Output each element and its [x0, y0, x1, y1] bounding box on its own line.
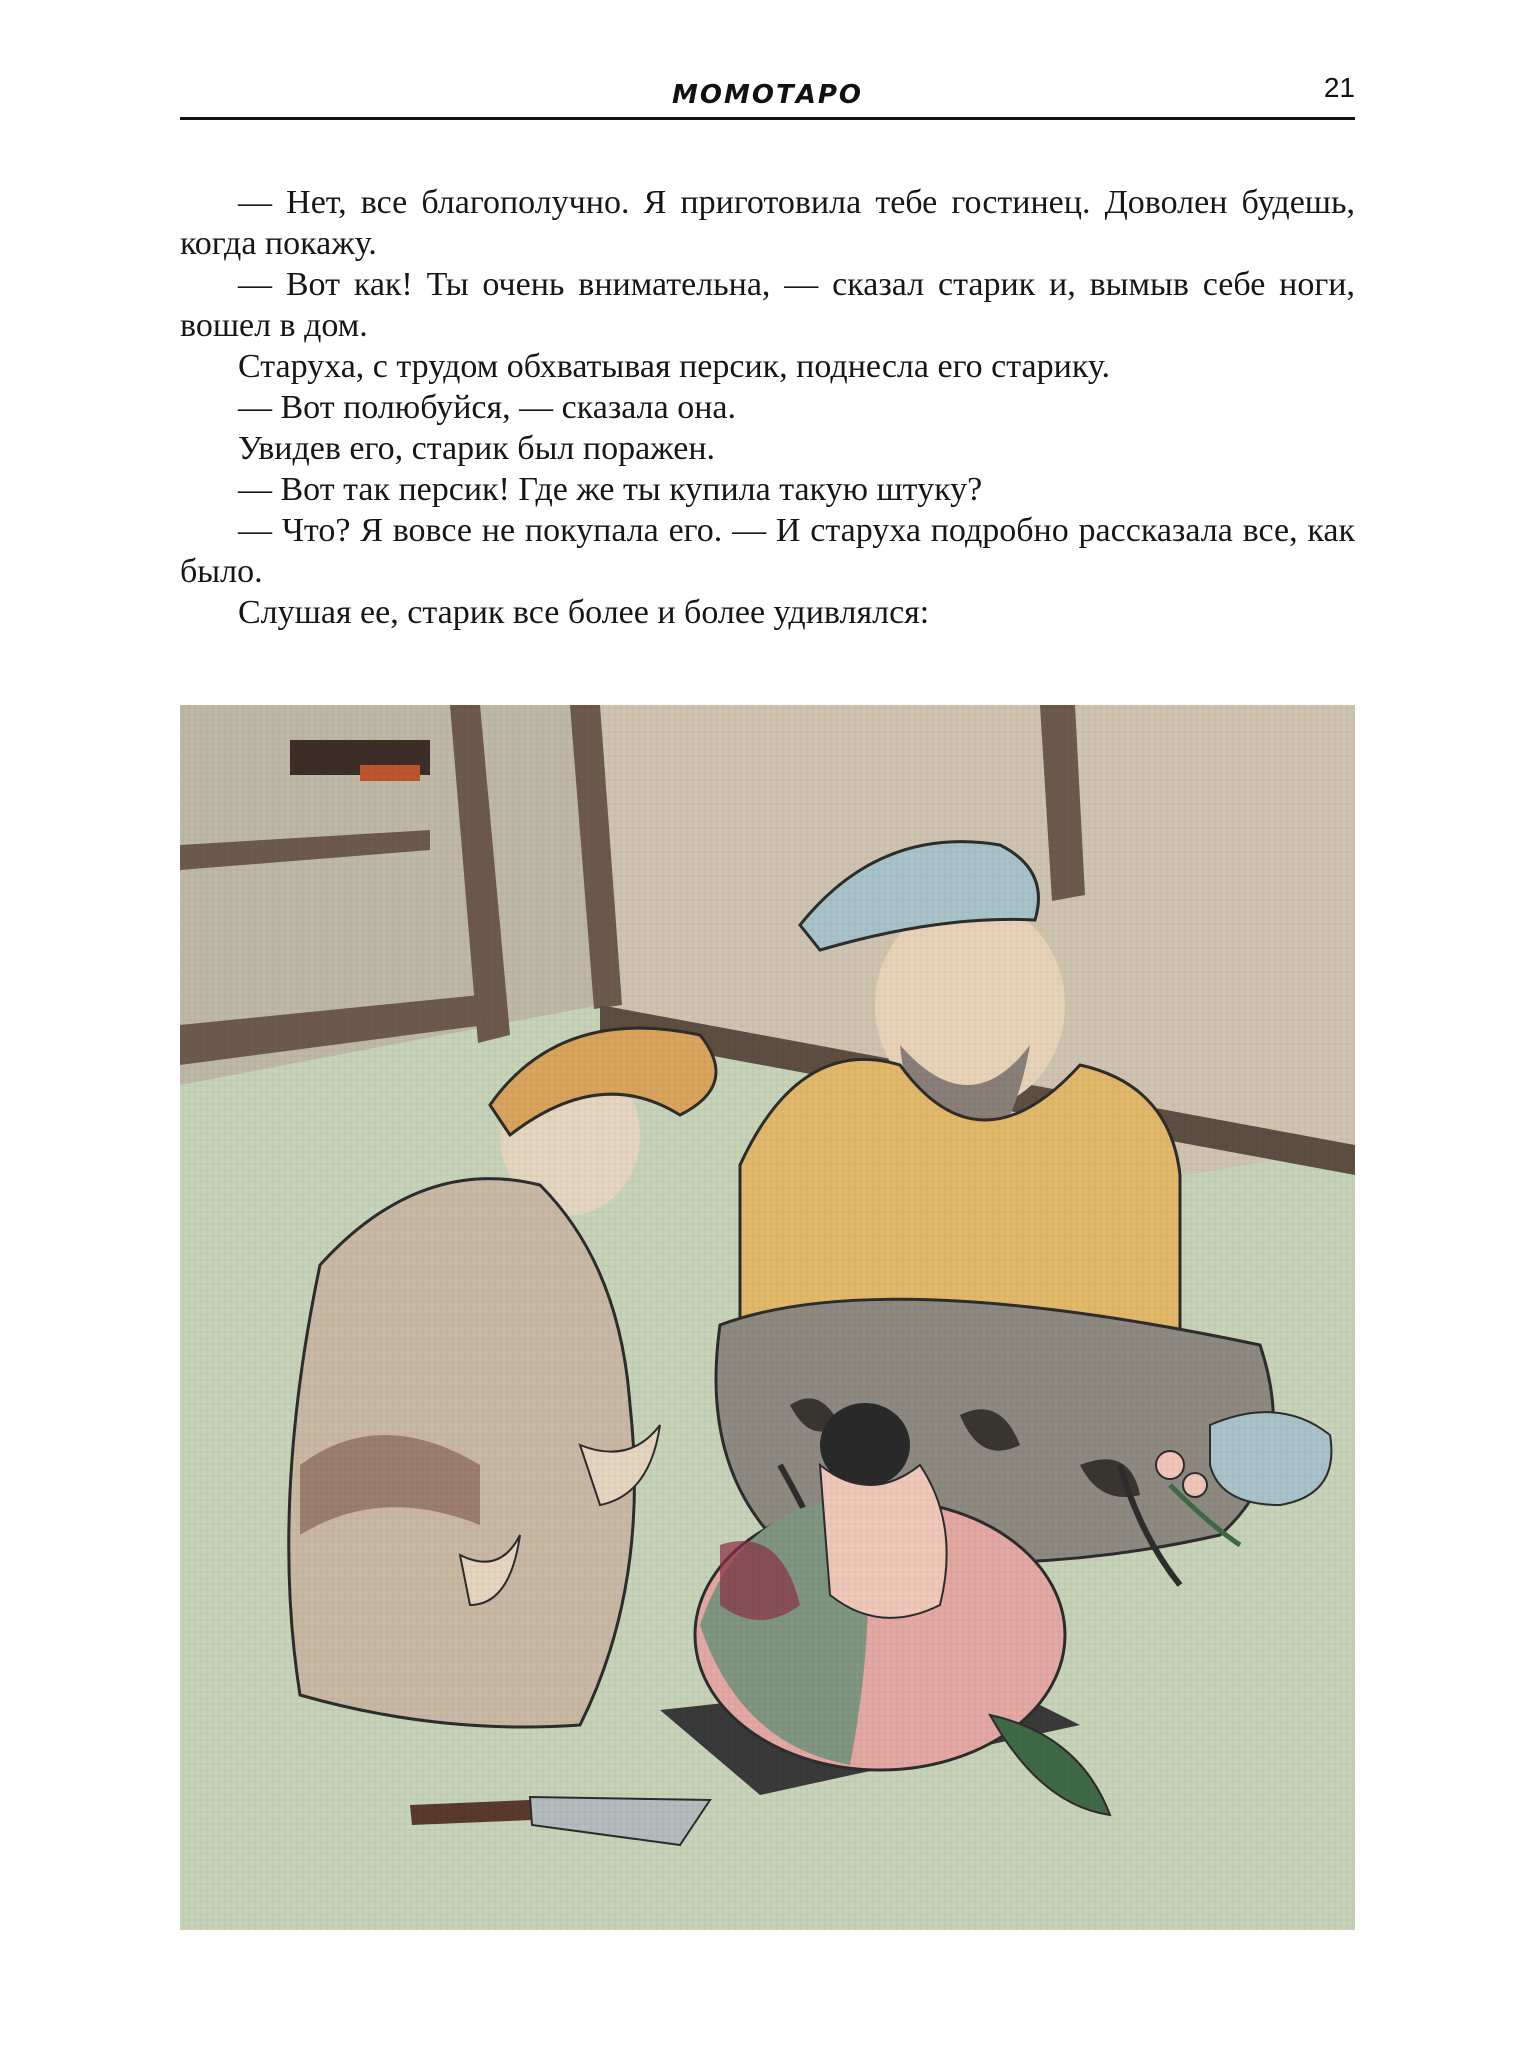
header-rule [180, 117, 1355, 120]
paragraph: — Вот так персик! Где же ты купила такую штуку? [238, 471, 983, 508]
illustration [180, 705, 1355, 1930]
page-number: 21 [1323, 72, 1355, 103]
paragraph: — Вот полюбуйся, — сказала она. [238, 389, 736, 426]
paragraph: — Нет, все благополучно. Я приготовила тебе гостинец. Доволен будешь, когда покажу. [180, 184, 1355, 262]
running-header [180, 70, 1355, 120]
body-text [180, 182, 1355, 633]
illustration-drawing [180, 705, 1355, 1930]
paragraph: Слушая ее, старик все более и более удивлялся: [238, 594, 930, 631]
paragraph: Увидев его, старик был поражен. [238, 430, 716, 467]
paragraph: Старуха, с трудом обхватывая персик, поднесла его старику. [238, 348, 1110, 385]
paragraph: — Что? Я вовсе не покупала его. — И старуха подробно рассказала все, как было. [180, 512, 1355, 590]
running-title: МОМОТАРО [672, 80, 863, 110]
paragraph: — Вот как! Ты очень внимательна, — сказал старик и, вымыв себе ноги, вошел в дом. [180, 266, 1355, 344]
